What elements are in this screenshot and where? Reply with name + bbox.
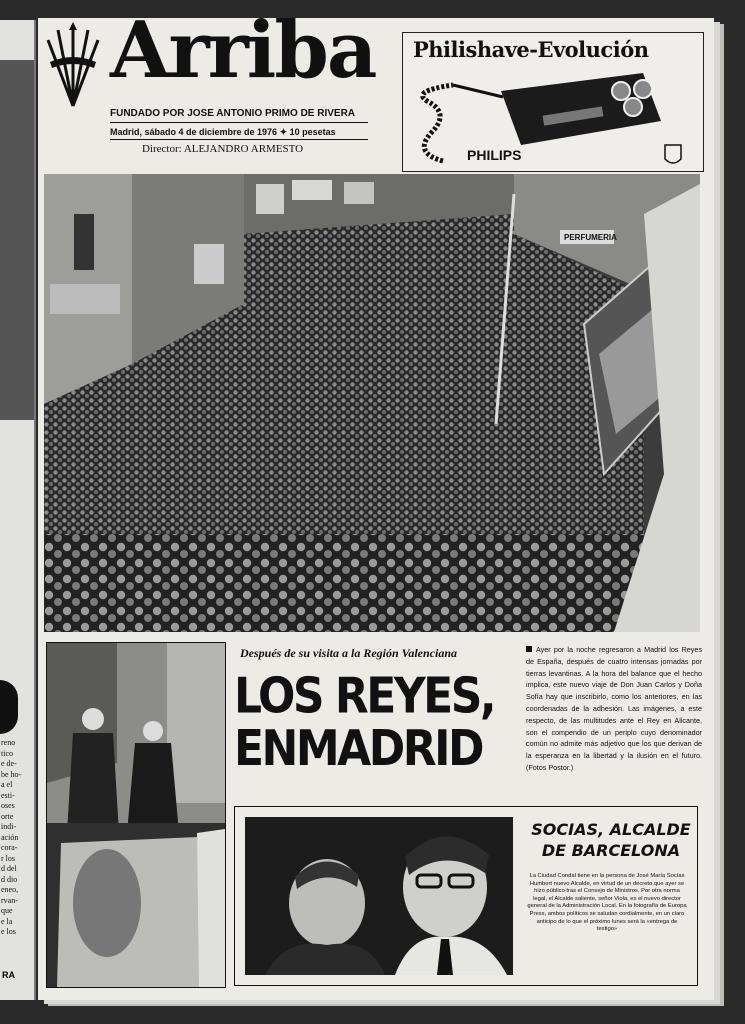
- secondary-headline: SOCIAS, ALCALDE DE BARCELONA: [531, 820, 691, 860]
- royal-couple-photo: [46, 642, 226, 988]
- headline-line-1: LOS REYES,: [234, 667, 495, 725]
- svg-text:PERFUMERIA: PERFUMERIA: [564, 233, 617, 242]
- adjacent-page-graphic: [0, 680, 18, 734]
- secondary-story-box: [234, 806, 698, 986]
- adjacent-page-edge: [0, 20, 36, 1000]
- headline-line-2: ENMADRID: [234, 720, 483, 778]
- adjacent-page-bottom-text: RA: [2, 970, 15, 980]
- philips-advertisement: [402, 32, 704, 172]
- masthead-rule: [110, 139, 368, 140]
- mayors-handshake-photo: [245, 817, 513, 975]
- adjacent-page-text: reno tico e de- be ho- a el esti- oses orte indi- ación cora- r los d del d dio eneo, rvan- que e la e los: [1, 738, 22, 936]
- ad-title: Philishave-Evolución: [413, 37, 649, 62]
- electric-shaver-illustration: [403, 63, 703, 171]
- main-headline: [234, 667, 534, 778]
- founder-line: FUNDADO POR JOSE ANTONIO PRIMO DE RIVERA: [110, 108, 356, 119]
- ad-brand: PHILIPS: [467, 147, 522, 163]
- newspaper-page: [38, 5, 714, 1000]
- crowd-photo: [44, 174, 700, 632]
- main-story-body: Ayer por la noche regresaron a Madrid los Reyes de España, después de cuatro intensas jornadas por tierras levantinas. A la hora del balance que el hecho implica, este nuevo viaje de Don Juan Carlos y Doña Sofía hay que inscribirlo, como los anteriores, en las coordenadas de la adhesión. Las imágenes, a este respecto, de las multitudes ante el Rey en Alicante, son el compendio de un periplo cuyo denominador común no admite más adjetivo que los que derivan de la esperanza en la libertad y la ilusión en el futuro. (Fotos Postor.): [526, 645, 702, 772]
- date-price-line: Madrid, sábado 4 de diciembre de 1976 ✦ 10 pesetas: [110, 127, 336, 137]
- director-line: Director: ALEJANDRO ARMESTO: [142, 143, 304, 155]
- square-bullet-icon: [526, 646, 532, 652]
- newspaper-title: Arriba: [110, 5, 376, 96]
- masthead-rule: [110, 122, 368, 123]
- yoke-and-arrows-emblem: [44, 22, 102, 108]
- adjacent-page-photo: [0, 60, 34, 420]
- headline-kicker: Después de su visita a la Región Valenciana: [240, 646, 458, 660]
- secondary-story-body: La Ciudad Condal tiene en la persona de José María Socías Humbert nuevo Alcalde, en virtud de un decreto que ayer se hizo público tras el Consejo de Ministros. Por otra norma legal, el Alcalde saliente, señor Viola, es el nuevo director general de la Administración Local. En la fotografía de Europa Press, ambos políticos se saludan cordialmente, en un claro anticipo de lo que el próximo lunes será la «entrega de testigo»: [527, 873, 687, 933]
